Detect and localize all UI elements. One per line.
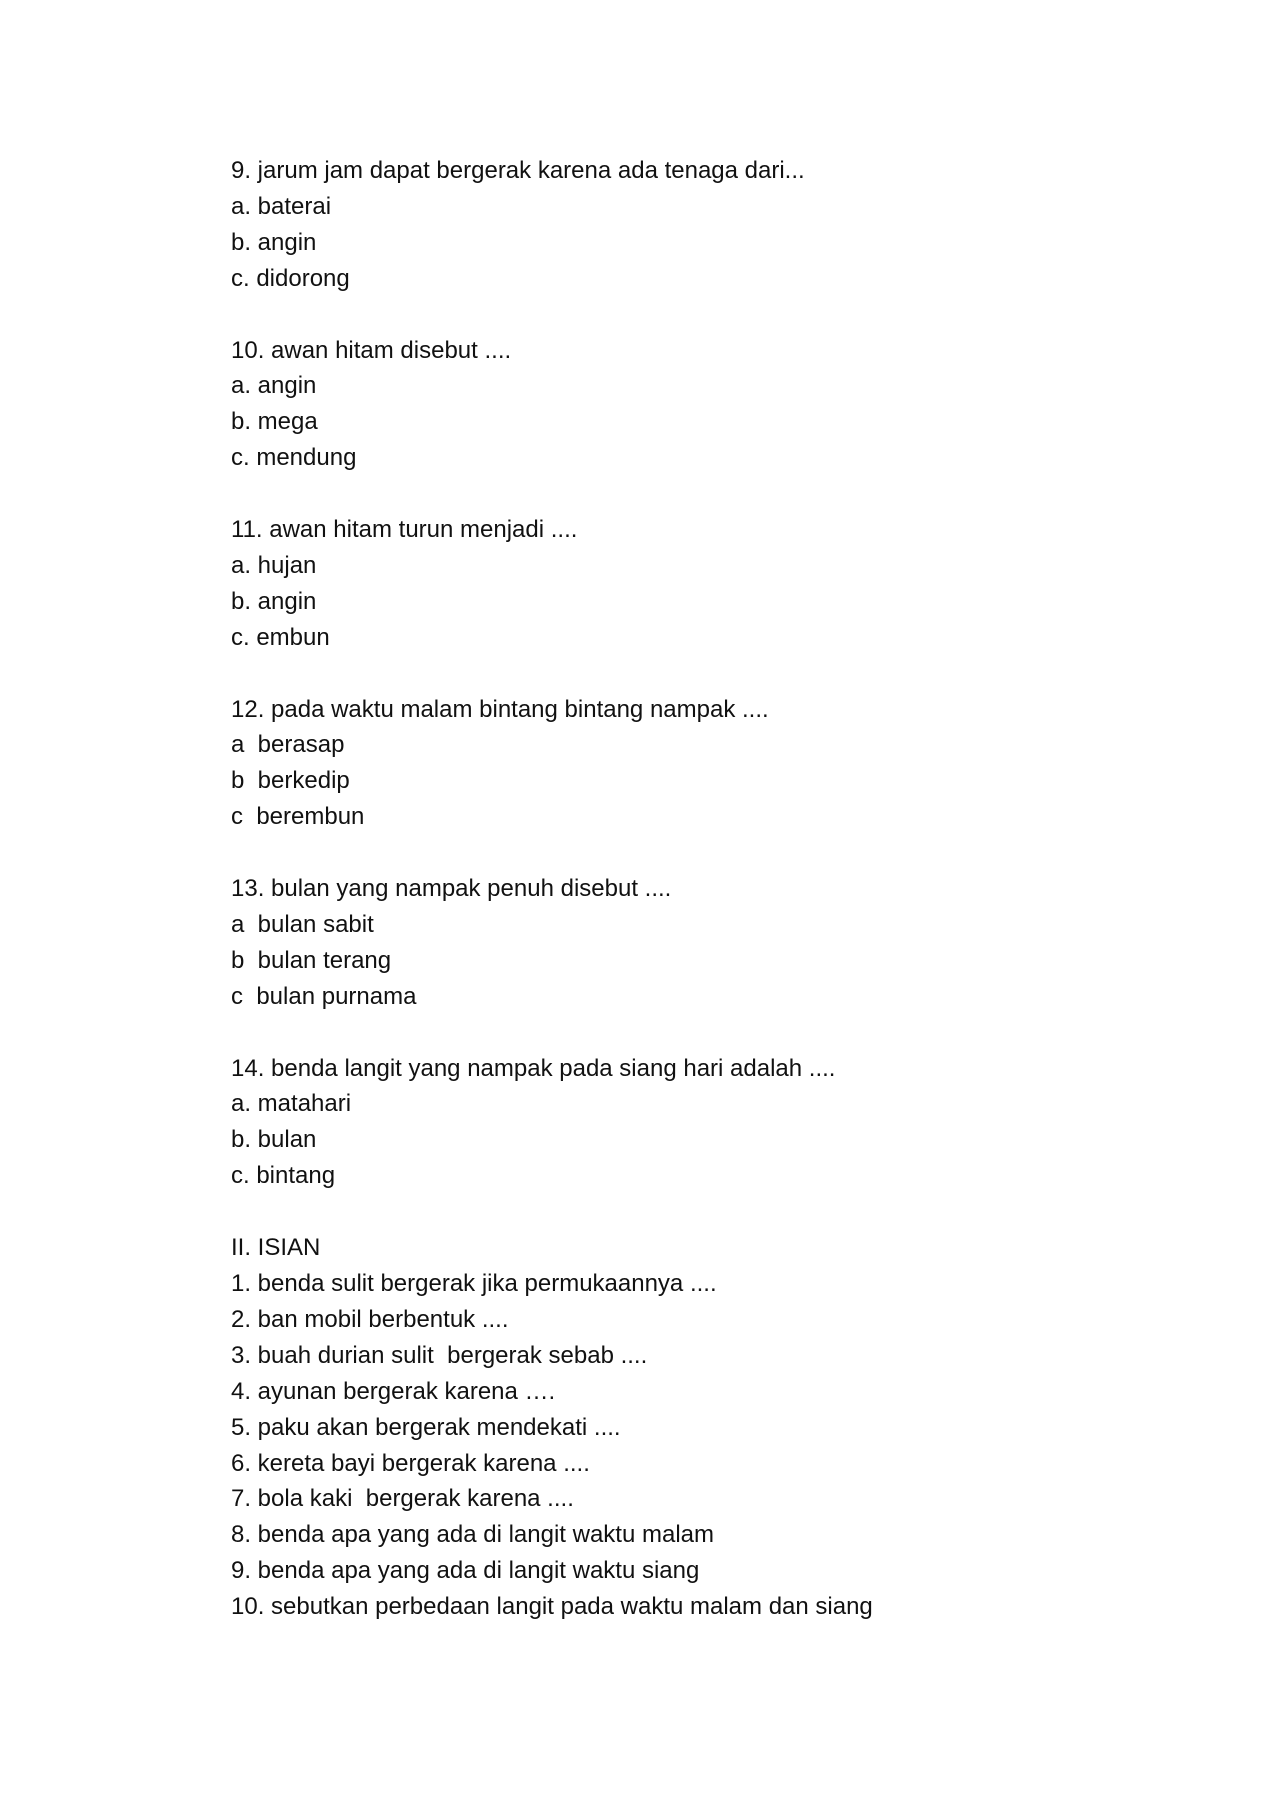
question-text: 11. awan hitam turun menjadi .... [231,516,578,544]
answer-option: a. hujan [231,551,317,579]
answer-option: b. bulan [231,1126,317,1154]
answer-option: a bulan sabit [231,910,374,938]
isian-item: 2. ban mobil berbentuk .... [231,1305,509,1333]
answer-option: c. mendung [231,444,357,472]
question-block [231,1051,873,1195]
answer-option: a berasap [231,731,345,759]
question-block [231,512,873,656]
question-block [231,871,873,1015]
question-text: 14. benda langit yang nampak pada siang hari adalah .... [231,1054,836,1082]
answer-option: c. embun [231,623,330,651]
isian-item: 7. bola kaki bergerak karena .... [231,1485,574,1513]
multiple-choice-section [231,153,873,1194]
answer-option: c bulan purnama [231,982,417,1010]
isian-item: 1. benda sulit bergerak jika permukaannya .... [231,1270,717,1297]
answer-option: b bulan terang [231,946,392,974]
answer-option: b. angin [231,228,317,256]
isian-section [231,1230,873,1625]
isian-item: 9. benda apa yang ada di langit waktu siang [231,1557,700,1585]
question-text: 13. bulan yang nampak penuh disebut .... [231,875,672,903]
answer-option: a. baterai [231,192,332,220]
isian-item: 6. kereta bayi bergerak karena .... [231,1449,590,1477]
answer-option: a. matahari [231,1090,352,1118]
answer-option: b. angin [231,587,317,615]
question-block [231,153,873,297]
answer-option: b berkedip [231,767,350,795]
document [231,153,873,1661]
question-text: 9. jarum jam dapat bergerak karena ada tenaga dari... [231,157,805,184]
question-text: 10. awan hitam disebut .... [231,336,512,364]
section-title: II. ISIAN [231,1234,321,1262]
question-text: 12. pada waktu malam bintang bintang nampak .... [231,695,769,723]
isian-item: 5. paku akan bergerak mendekati .... [231,1413,621,1441]
answer-option: c. didorong [231,264,350,292]
answer-option: a. angin [231,372,317,400]
isian-item: 4. ayunan bergerak karena …. [231,1377,556,1405]
answer-option: c berembun [231,803,365,831]
isian-item: 3. buah durian sulit bergerak sebab .... [231,1341,648,1369]
isian-item: 10. sebutkan perbedaan langit pada waktu malam dan siang [231,1593,873,1621]
answer-option: b. mega [231,408,318,436]
question-block [231,692,873,836]
isian-item: 8. benda apa yang ada di langit waktu malam [231,1521,714,1549]
question-block [231,333,873,477]
answer-option: c. bintang [231,1162,336,1190]
